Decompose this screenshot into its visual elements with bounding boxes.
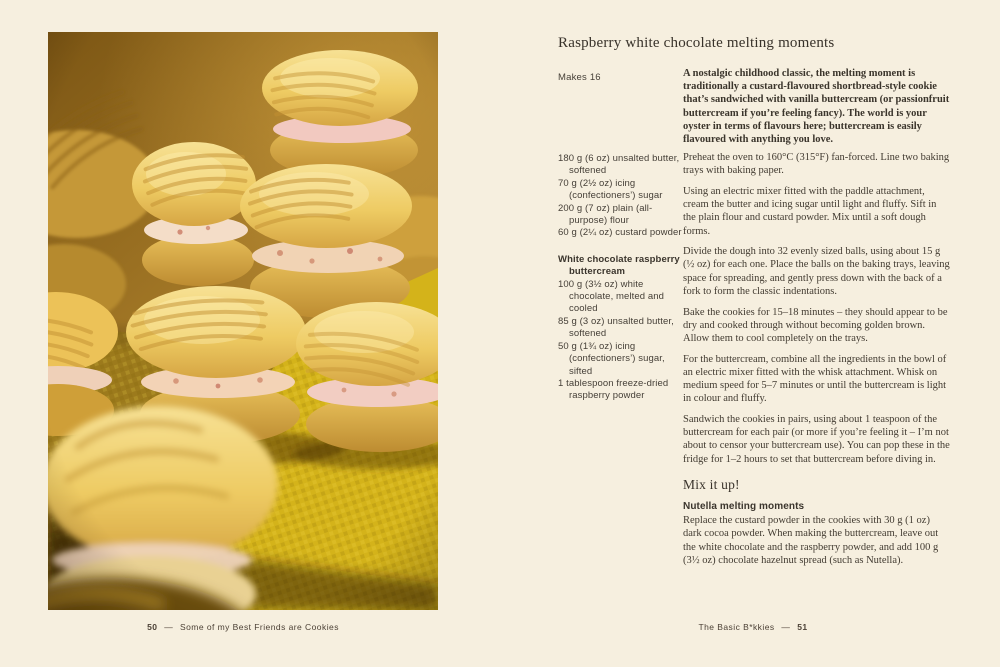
method-column <box>683 151 951 567</box>
ingredient-list <box>558 153 684 240</box>
ingredient-item: 50 g (1¾ oz) icing (confectioners’) sugar, sifted <box>558 340 665 377</box>
method-step: Sandwich the cookies in pairs, using about 1 teaspoon of the buttercream for each pair (or more if you’re feeling it – I’m not about to censor your buttercream use). You can pop these in the fridge for 1–2 hours to set that buttercream before diving in. <box>683 413 950 465</box>
recipe-intro: A nostalgic childhood classic, the melting moment is traditionally a custard-flavoured shortbread-style cookie that’s sandwiched with vanilla buttercream (or passionfruit buttercream if you’re feeling fancy). The world is your oyster in terms of flavours here; buttercream is easily flavoured with anything you love. <box>683 68 950 146</box>
ingredient-item: 1 tablespoon freeze-dried raspberry powder <box>558 377 669 402</box>
recipe-photo <box>48 32 438 610</box>
yield-label: Makes 16 <box>558 72 601 83</box>
footer-separator: — <box>781 622 791 632</box>
method-step: Preheat the oven to 160°C (315°F) fan-forced. Line two baking trays with baking paper. <box>683 152 950 177</box>
section-title: Some of my Best Friends are Cookies <box>180 622 339 632</box>
melting-moments-photo-illustration <box>48 32 438 610</box>
method-step: Using an electric mixer fitted with the paddle attachment, cream the butter and icing sugar until light and fluffy. Sift in the plain flour and custard powder. Mix until a soft dough forms. <box>683 185 937 237</box>
method-step: For the buttercream, combine all the ingredients in the bowl of an electric mixer fitted with the whisk attachment. Whisk on medium speed for 5–7 minutes or until the buttercream is light in colour and fluffy. <box>683 353 947 405</box>
method-step: Bake the cookies for 15–18 minutes – they should appear to be dry and cooked through without becoming golden brown. Allow them to cool completely on the trays. <box>683 306 948 344</box>
method-step: Divide the dough into 32 evenly sized balls, using about 15 g (½ oz) for each one. Place the balls on the baking trays, leaving space for spreading, and gently press down with the back of a fork to form the classic indentations. <box>683 246 950 297</box>
ingredient-item: 200 g (7 oz) plain (all-purpose) flour <box>558 202 653 227</box>
ingredient-item: 70 g (2½ oz) icing (confectioners’) sugar <box>558 177 663 202</box>
variation-heading: Mix it up! <box>683 476 740 492</box>
ingredient-item: 100 g (3½ oz) white chocolate, melted and cooled <box>558 278 665 315</box>
section-title: The Basic B*kkies <box>698 622 775 632</box>
variation-text: Replace the custard powder in the cookies with 30 g (1 oz) dark cocoa powder. When making the buttercream, leave out the white chocolate and the raspberry powder, and add 100 g (3½ oz) chocolate hazelnut spread (such as Nutella). <box>683 515 939 566</box>
ingredient-item: 85 g (3 oz) unsalted butter, softened <box>558 315 674 340</box>
page-number: 51 <box>797 622 808 632</box>
page-number: 50 <box>147 622 158 632</box>
method-steps <box>683 151 951 466</box>
footer-separator: — <box>164 622 174 632</box>
ingredient-subheading: White chocolate raspberry buttercream <box>558 253 680 278</box>
variation-title: Nutella melting moments <box>683 500 805 512</box>
right-page-footer <box>558 622 948 636</box>
buttercream-ingredient-list <box>558 279 684 403</box>
left-page-footer <box>48 622 438 636</box>
ingredient-item: 60 g (2¼ oz) custard powder <box>558 227 682 239</box>
ingredient-item: 180 g (6 oz) unsalted butter, softened <box>558 153 680 177</box>
recipe-title: Raspberry white chocolate melting moments <box>558 35 835 51</box>
ingredients-column <box>558 153 684 403</box>
